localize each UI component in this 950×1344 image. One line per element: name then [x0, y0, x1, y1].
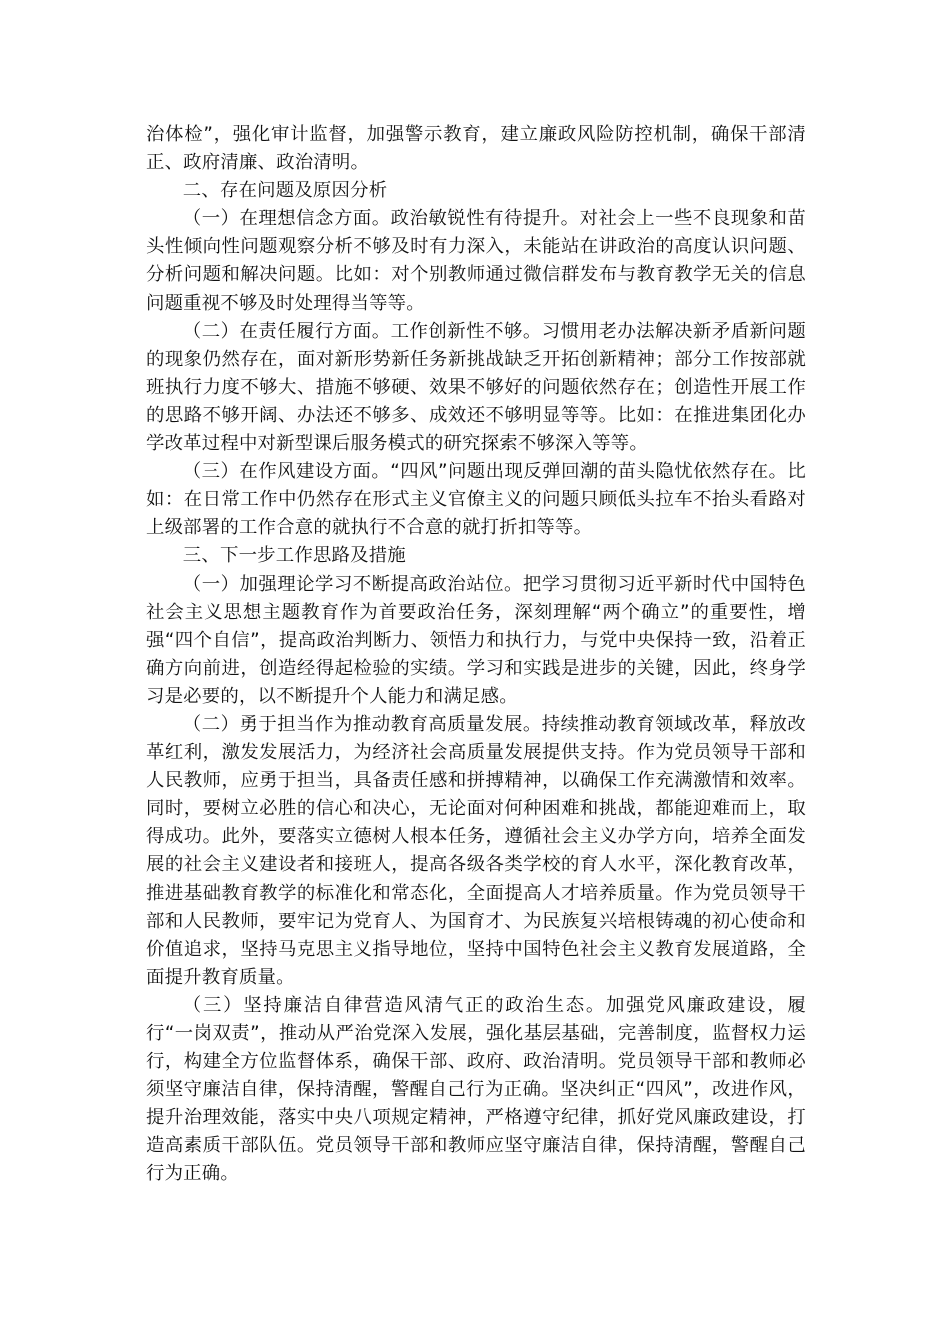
paragraph-integrity: （三）坚持廉洁自律营造风清气正的政治生态。加强党风廉政建设，履行“一岗双责”，推动从严治党深入发展，强化基层基础，完善制度，监督权力运行，构建全方位监督体系，确保干部、政府、政治清明。党员领导干部和教师必须坚守廉洁自律，保持清醒，警醒自己行为正确。坚决纠正“四风”，改进作风，提升治理效能，落实中央八项规定精神，严格遵守纪律，抓好党风廉政建设，打造高素质干部队伍。党员领导干部和教师应坚守廉洁自律，保持清醒，警醒自己行为正确。	[146, 994, 806, 1185]
paragraph-work-style: （三）在作风建设方面。“四风”问题出现反弹回潮的苗头隐忧依然存在。比如：在日常工作中仍然存在形式主义官僚主义的问题只顾低头拉车不抬头看路对上级部署的工作合意的就执行不合意的就打折扣等等。	[146, 461, 806, 539]
section-heading-problems: 二、存在问题及原因分析	[182, 180, 388, 202]
paragraph-responsibility: （二）在责任履行方面。工作创新性不够。习惯用老办法解决新矛盾新问题的现象仍然存在，面对新形势新任务新挑战缺乏开拓创新精神；部分工作按部就班执行力度不够大、措施不够硬、效果不够好的问题依然存在；创造性开展工作的思路不够开阔、办法还不够多、成效还不够明显等等。比如：在推进集团化办学改革过程中对新型课后服务模式的研究探索不够深入等等。	[146, 320, 806, 455]
document-page	[146, 121, 806, 1189]
paragraph-education-development: （二）勇于担当作为推动教育高质量发展。持续推动教育领域改革，释放改革红利，激发发展活力，为经济社会高质量发展提供支持。作为党员领导干部和人民教师，应勇于担当，具备责任感和拼搏精神，以确保工作充满激情和效率。同时，要树立必胜的信心和决心，无论面对何种困难和挑战，都能迎难而上，取得成功。此外，要落实立德树人根本任务，遵循社会主义办学方向，培养全面发展的社会主义建设者和接班人，提高各级各类学校的育人水平，深化教育改革，推进基础教育教学的标准化和常态化，全面提高人才培养质量。作为党员领导干部和人民教师，要牢记为党育人、为国育才、为民族复兴培根铸魂的初心使命和价值追求，坚持马克思主义指导地位，坚持中国特色社会主义教育发展道路，全面提升教育质量。	[146, 713, 806, 988]
paragraph-theory-study: （一）加强理论学习不断提高政治站位。把学习贯彻习近平新时代中国特色社会主义思想主题教育作为首要政治任务，深刻理解“两个确立”的重要性，增强“四个自信”，提高政治判断力、领悟力和执行力，与党中央保持一致，沿着正确方向前进，创造经得起检验的实绩。学习和实践是进步的关键，因此，终身学习是必要的，以不断提升个人能力和满足感。	[146, 573, 806, 707]
paragraph-ideals-beliefs: （一）在理想信念方面。政治敏锐性有待提升。对社会上一些不良现象和苗头性倾向性问题观察分析不够及时有力深入，未能站在讲政治的高度认识问题、分析问题和解决问题。比如：对个别教师通过微信群发布与教育教学无关的信息问题重视不够及时处理得当等等。	[146, 208, 806, 314]
paragraph-continuation: 治体检”，强化审计监督，加强警示教育，建立廉政风险防控机制，确保干部清正、政府清廉、政治清明。	[146, 124, 806, 174]
section-heading-next-steps: 三、下一步工作思路及措施	[182, 545, 406, 567]
